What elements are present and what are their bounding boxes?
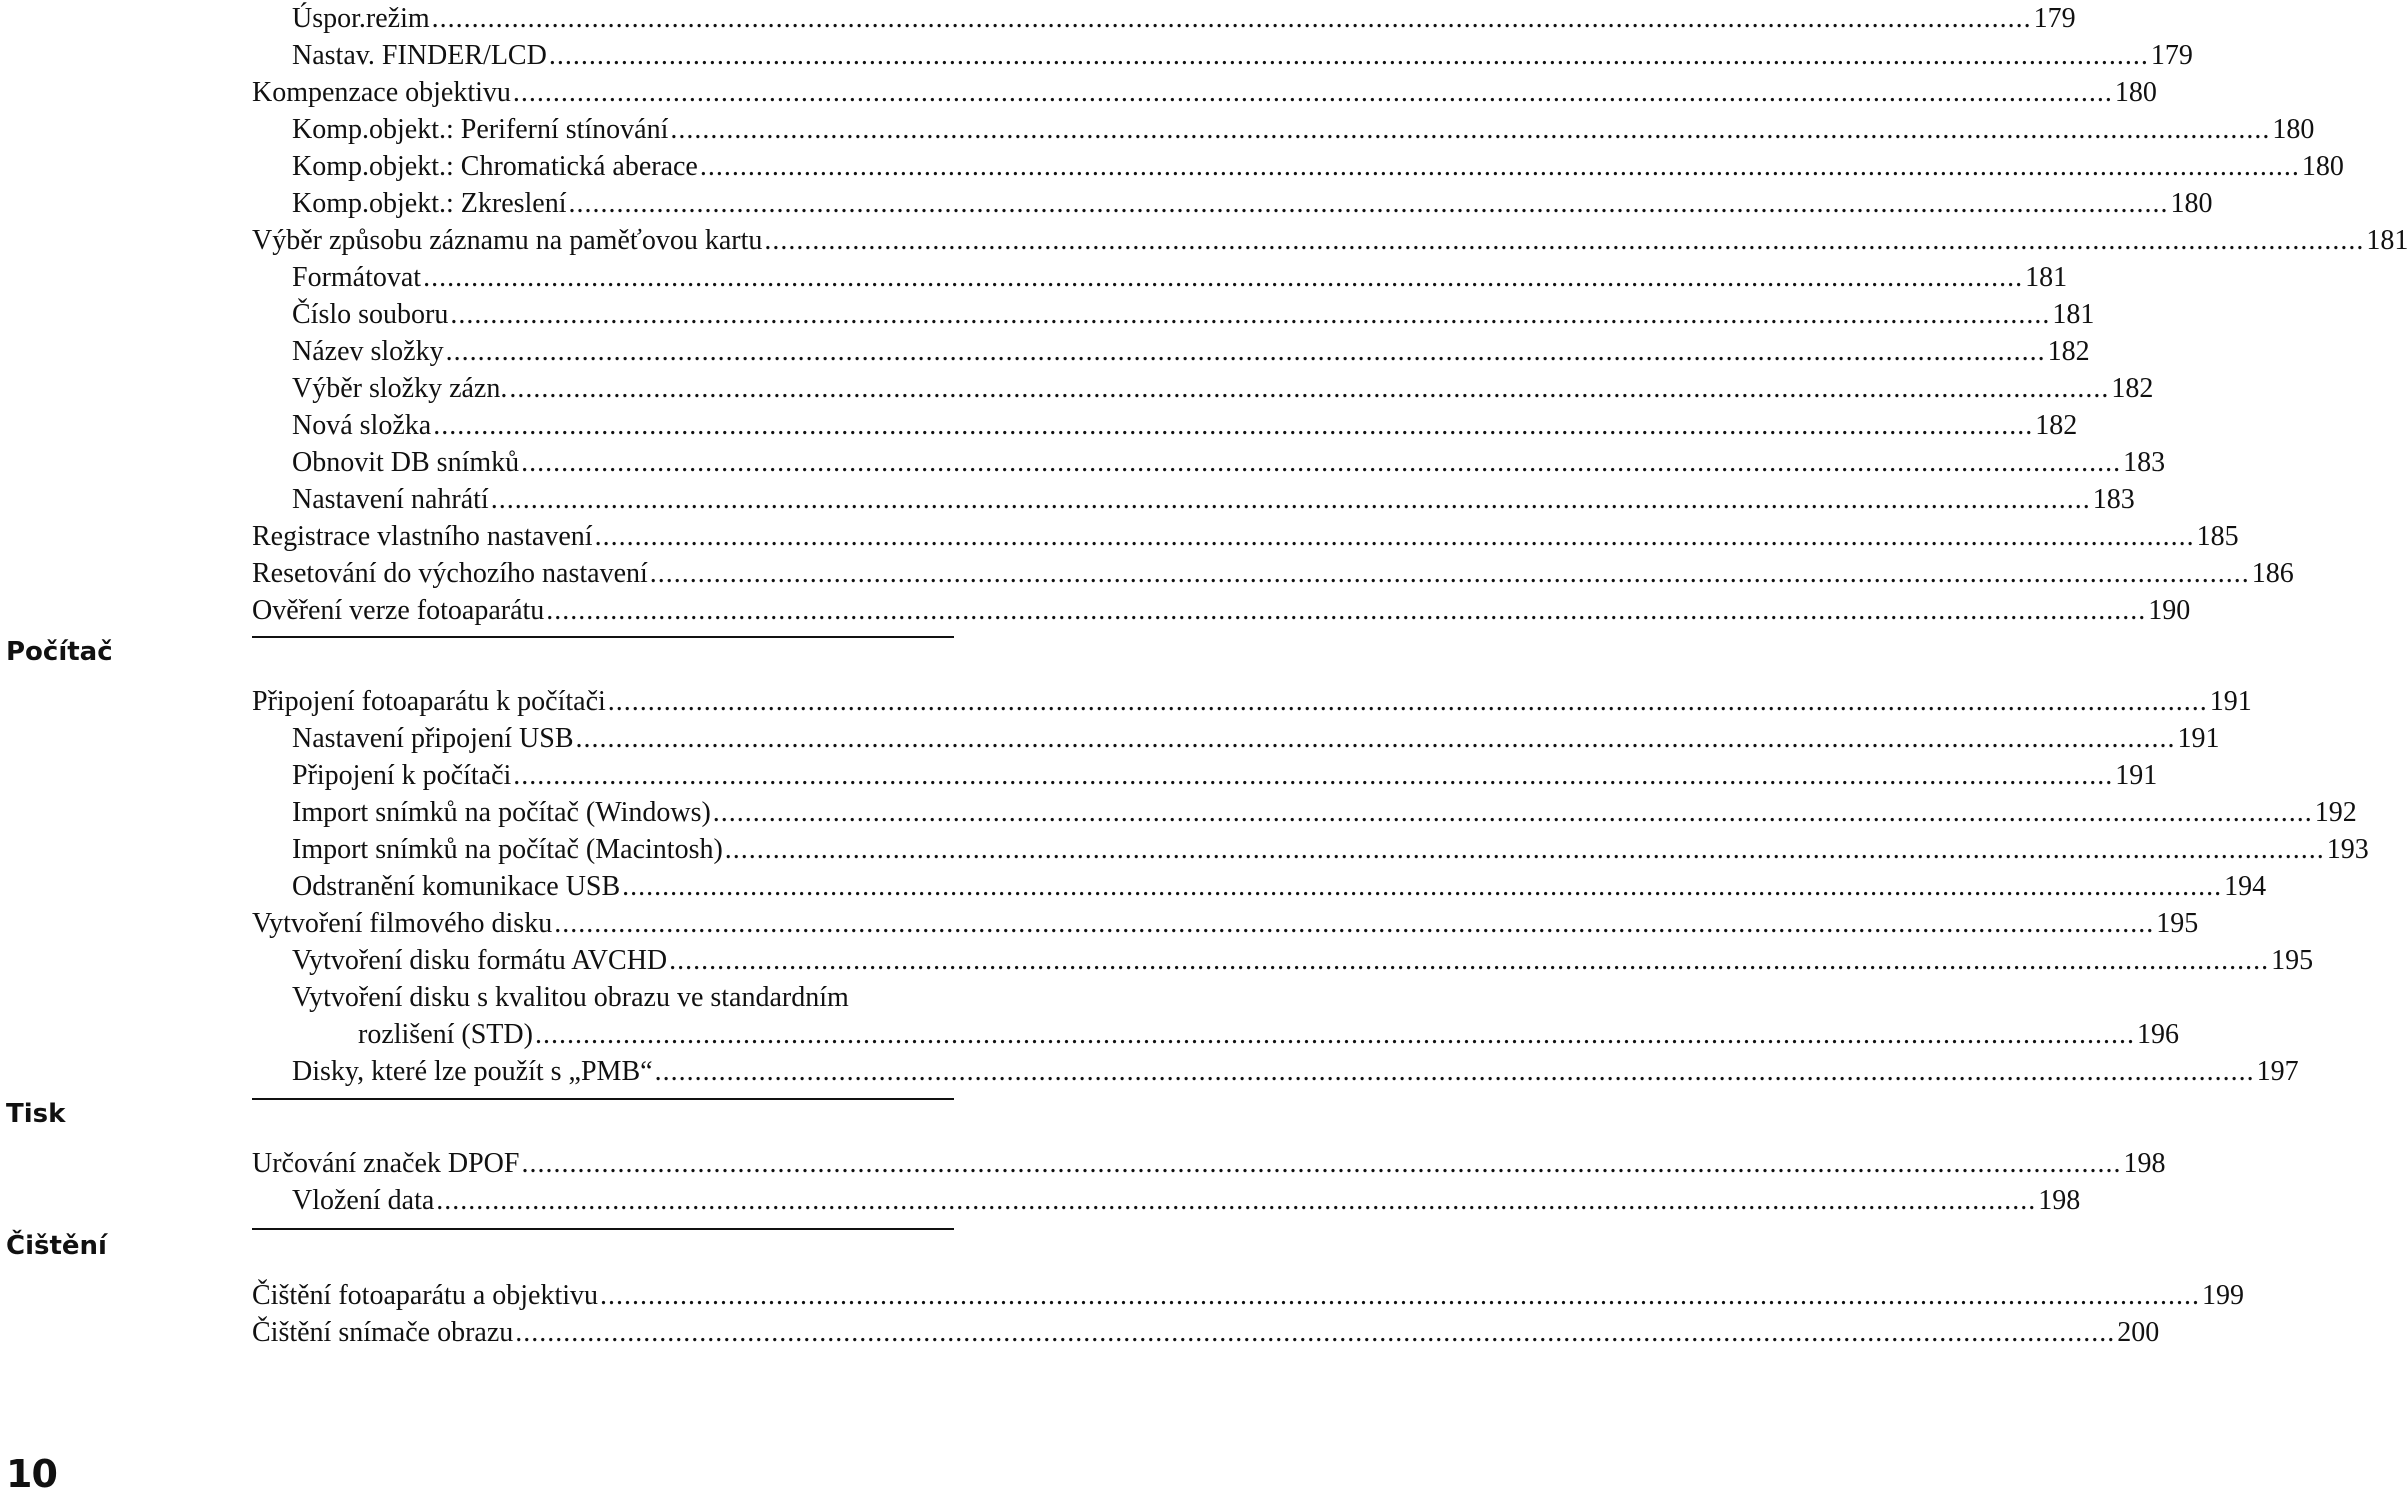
- toc-entry-title: Čištění snímače obrazu: [252, 1317, 514, 1348]
- dot-leader: [509, 370, 2109, 407]
- toc-entry[interactable]: [252, 333, 2090, 370]
- toc-entry[interactable]: [252, 1277, 2245, 1314]
- toc-entry-title: Kompenzace objektivu: [252, 77, 511, 108]
- toc-entry-title: Resetování do výchozího nastavení: [252, 558, 648, 589]
- dot-leader: [700, 148, 2300, 185]
- section-divider-pocitac: [252, 636, 954, 638]
- toc-entry-title: Čištění fotoaparátu a objektivu: [252, 1280, 599, 1311]
- toc-entry-page: 193: [2326, 834, 2369, 865]
- toc-entry-title: Připojení fotoaparátu k počítači: [252, 686, 606, 717]
- dot-leader: [569, 185, 2169, 222]
- page-number: 10: [6, 1452, 57, 1496]
- toc-pocitac-group: [252, 683, 2369, 1090]
- dot-leader: [713, 794, 2313, 831]
- toc-entry[interactable]: [252, 757, 2158, 794]
- toc-entry-page: 198: [2038, 1185, 2081, 1216]
- dot-leader: [764, 222, 2364, 259]
- toc-entry-page: 191: [2115, 760, 2158, 791]
- toc-entry[interactable]: [252, 370, 2154, 407]
- dot-leader: [725, 831, 2325, 868]
- toc-entry-title: Výběr složky zázn.: [292, 373, 508, 404]
- section-divider-cisteni: [252, 1228, 954, 1230]
- toc-entry[interactable]: [252, 481, 2135, 518]
- dot-leader: [608, 683, 2208, 720]
- toc-entry-page: 182: [2111, 373, 2154, 404]
- toc-entry-page: 198: [2123, 1148, 2166, 1179]
- toc-entry[interactable]: [252, 942, 2314, 979]
- toc-entry-page: 180: [2114, 77, 2157, 108]
- toc-entry-page: 196: [2136, 1019, 2179, 1050]
- toc-entry-title: Vytvoření disku formátu AVCHD: [292, 945, 668, 976]
- toc-entry[interactable]: [252, 979, 2179, 1053]
- dot-leader: [546, 592, 2146, 629]
- toc-entry-title: Určování značek DPOF: [252, 1148, 520, 1179]
- toc-entry-page: 191: [2177, 723, 2220, 754]
- toc-entry-title: Ověření verze fotoaparátu: [252, 595, 545, 626]
- toc-entry-title: Úspor.režim: [292, 3, 430, 34]
- dot-leader: [513, 74, 2113, 111]
- toc-entry-page: 194: [2224, 871, 2267, 902]
- dot-leader: [513, 757, 2113, 794]
- toc-entry-title: Komp.objekt.: Chromatická aberace: [292, 151, 698, 182]
- dot-leader: [655, 1053, 2255, 1090]
- dot-leader: [446, 333, 2046, 370]
- dot-leader: [670, 111, 2270, 148]
- toc-entry[interactable]: [252, 444, 2166, 481]
- toc-entry-title: Vytvoření disku s kvalitou obrazu ve standardním: [292, 982, 849, 1013]
- dot-leader: [491, 481, 2091, 518]
- toc-top-group: [252, 0, 2408, 629]
- toc-entry-page: 195: [2271, 945, 2314, 976]
- toc-entry-page: 181: [2052, 299, 2095, 330]
- dot-leader: [432, 0, 2032, 37]
- toc-tisk-group: [252, 1145, 2166, 1219]
- toc-entry-title: Registrace vlastního nastavení: [252, 521, 593, 552]
- toc-entry-page: 180: [2301, 151, 2344, 182]
- toc-entry[interactable]: [252, 518, 2239, 555]
- toc-entry-page: 182: [2047, 336, 2090, 367]
- toc-entry[interactable]: [252, 185, 2213, 222]
- toc-entry[interactable]: [252, 222, 2408, 259]
- toc-entry-page: 192: [2314, 797, 2357, 828]
- toc-entry-title: Vytvoření filmového disku: [252, 908, 553, 939]
- toc-entry-page: 197: [2256, 1056, 2299, 1087]
- section-label-tisk: Tisk: [6, 1099, 66, 1129]
- toc-entry-page: 179: [2033, 3, 2076, 34]
- section-label-pocitac: Počítač: [6, 637, 113, 667]
- toc-entry-title: Číslo souboru: [292, 299, 449, 330]
- toc-entry[interactable]: [252, 868, 2267, 905]
- toc-cisteni-group: [252, 1277, 2245, 1351]
- dot-leader: [554, 905, 2154, 942]
- toc-entry-page: 190: [2148, 595, 2191, 626]
- toc-entry-page: 179: [2150, 40, 2193, 71]
- dot-leader: [576, 720, 2176, 757]
- toc-entry[interactable]: [252, 831, 2369, 868]
- section-label-cisteni: Čištění: [6, 1231, 107, 1261]
- toc-entry[interactable]: [252, 683, 2252, 720]
- toc-entry-title: Nastav. FINDER/LCD: [292, 40, 547, 71]
- toc-entry-page: 180: [2170, 188, 2213, 219]
- toc-entry-page: 186: [2251, 558, 2294, 589]
- toc-entry[interactable]: [252, 1053, 2299, 1090]
- dot-leader: [669, 942, 2269, 979]
- toc-entry-page: 191: [2209, 686, 2252, 717]
- dot-leader: [515, 1314, 2115, 1351]
- toc-entry[interactable]: [252, 0, 2076, 37]
- toc-entry[interactable]: [252, 74, 2157, 111]
- toc-entry-page: 181: [2025, 262, 2068, 293]
- dot-leader: [595, 518, 2195, 555]
- toc-entry-page: 199: [2202, 1280, 2245, 1311]
- toc-entry[interactable]: [252, 148, 2344, 185]
- toc-entry-page: 185: [2196, 521, 2239, 552]
- toc-entry-title: Nastavení připojení USB: [292, 723, 574, 754]
- toc-entry[interactable]: [252, 1145, 2166, 1182]
- toc-entry[interactable]: [252, 407, 2078, 444]
- dot-leader: [521, 1145, 2121, 1182]
- toc-entry-page: 183: [2092, 484, 2135, 515]
- toc-entry-title: Obnovit DB snímků: [292, 447, 520, 478]
- section-divider-tisk: [252, 1098, 954, 1100]
- toc-entry[interactable]: [252, 592, 2191, 629]
- dot-leader: [433, 407, 2033, 444]
- toc-entry[interactable]: [252, 905, 2199, 942]
- dot-leader: [436, 1182, 2036, 1219]
- toc-entry-title: Nová složka: [292, 410, 432, 441]
- toc-entry-title: Název složky: [292, 336, 444, 367]
- dot-leader: [600, 1277, 2200, 1314]
- toc-entry[interactable]: [252, 37, 2193, 74]
- toc-entry-page: 195: [2156, 908, 2199, 939]
- toc-entry-title: Připojení k počítači: [292, 760, 512, 791]
- dot-leader: [450, 296, 2050, 333]
- dot-leader: [622, 868, 2222, 905]
- dot-leader: [521, 444, 2121, 481]
- dot-leader: [650, 555, 2250, 592]
- toc-entry[interactable]: [252, 720, 2220, 757]
- toc-entry-page: 183: [2123, 447, 2166, 478]
- toc-entry-title: Výběr způsobu záznamu na paměťovou kartu: [252, 225, 763, 256]
- toc-entry[interactable]: [252, 259, 2068, 296]
- toc-entry-title: Komp.objekt.: Periferní stínování: [292, 114, 669, 145]
- toc-entry-title-continuation: rozlišení (STD): [358, 1019, 533, 1050]
- dot-leader: [535, 1016, 2135, 1053]
- toc-entry-title: Komp.objekt.: Zkreslení: [292, 188, 567, 219]
- toc-entry-title: Import snímků na počítač (Macintosh): [292, 834, 723, 865]
- toc-entry-title: Formátovat: [292, 262, 422, 293]
- toc-entry-title: Odstranění komunikace USB: [292, 871, 621, 902]
- toc-entry-page: 182: [2035, 410, 2078, 441]
- toc-entry[interactable]: [252, 555, 2294, 592]
- toc-entry[interactable]: [252, 1182, 2081, 1219]
- toc-entry-title: Vložení data: [292, 1185, 435, 1216]
- toc-entry-title: Nastavení nahrátí: [292, 484, 489, 515]
- toc-entry[interactable]: [252, 296, 2095, 333]
- toc-entry-page: 180: [2272, 114, 2315, 145]
- toc-entry-title: Import snímků na počítač (Windows): [292, 797, 711, 828]
- toc-entry[interactable]: [252, 1314, 2160, 1351]
- toc-entry[interactable]: [252, 794, 2357, 831]
- dot-leader: [423, 259, 2023, 296]
- toc-entry-title: Disky, které lze použít s „PMB“: [292, 1056, 653, 1087]
- toc-entry-page: 200: [2117, 1317, 2160, 1348]
- toc-entry-page: 181: [2366, 225, 2408, 256]
- toc-entry[interactable]: [252, 111, 2315, 148]
- dot-leader: [549, 37, 2149, 74]
